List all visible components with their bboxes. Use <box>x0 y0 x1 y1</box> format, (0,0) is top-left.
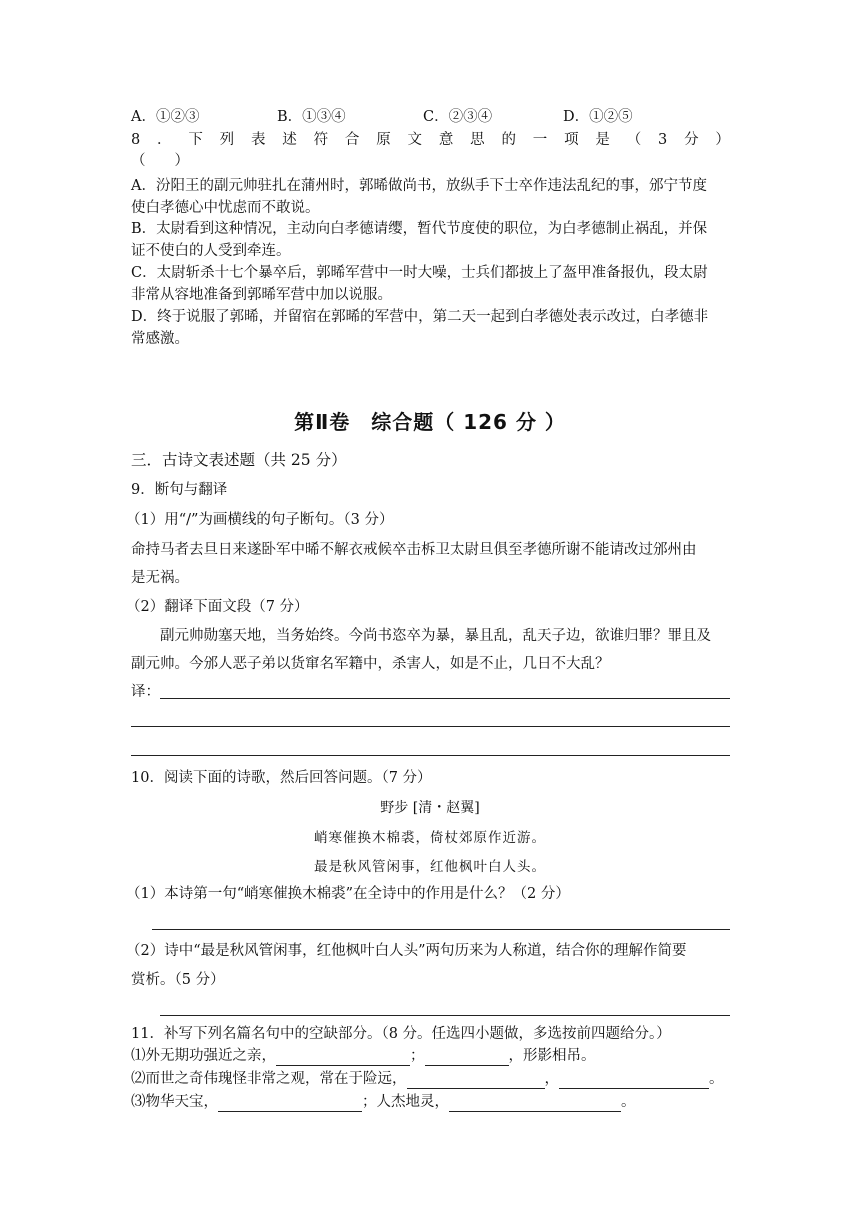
q8-option-b-line1: B．太尉看到这种情况，主动向白孝德请缨，暂代节度使的职位，为白孝德制止祸乱，并保 <box>131 221 708 237</box>
q10-sub2-line1: （2）诗中“最是秋风管闲事，红他枫叶白人头”两句历来为人称道，结合你的理解作简要 <box>126 943 687 959</box>
q8-stem <box>131 130 730 150</box>
q9-sub2-text-line2: 副元帅。今邠人恶子弟以货窜名军籍中，杀害人，如是不止，几日不大乱？ <box>131 656 610 672</box>
q11-item-3-blank-2[interactable] <box>449 1096 621 1112</box>
q8-stem-char: 述 <box>282 132 297 148</box>
q8-paren: （ ） <box>131 153 189 169</box>
q10-sub1-answer-line[interactable] <box>152 929 730 930</box>
q8-stem-char: 表 <box>250 132 266 148</box>
q8-option-c-line2: 非常从容地准备到郭晞军营中加以说服。 <box>131 287 392 303</box>
q8-stem-char: 文 <box>407 132 423 148</box>
q8-stem-char: 下 <box>188 132 203 148</box>
q11-item-2-blank-1[interactable] <box>407 1073 545 1089</box>
q10-poem-author: [清・赵翼] <box>412 800 480 816</box>
q7-option-c: C．②③④ <box>423 109 493 125</box>
q9-sub2: （2）翻译下面文段（7 分） <box>126 599 309 615</box>
q8-stem-char: 一 <box>532 132 548 148</box>
q9-answer-line-3[interactable] <box>131 755 730 756</box>
q11-title: 11．补写下列名篇名句中的空缺部分。（8 分。任选四小题做，多选按前四题给分。） <box>131 1026 671 1042</box>
q8-stem-char: 符 <box>313 132 329 148</box>
q8-stem-char: 意 <box>438 132 454 148</box>
q8-stem-char: 合 <box>344 132 360 148</box>
q8-option-a-line2: 使白孝德心中忧虑而不敢说。 <box>131 200 320 216</box>
q8-stem-char: 原 <box>376 132 391 148</box>
q8-option-b-line2: 证不使白的人受到牵连。 <box>131 243 291 259</box>
q8-option-c-line1: C．太尉斩杀十七个暴卒后，郭晞军营中一时大噪，士兵们都披上了盔甲准备报仇，段太尉 <box>131 265 708 281</box>
q11-item-3: ⑶物华天宝， ；人杰地灵， 。 <box>131 1094 636 1110</box>
q8-stem-char: （ <box>626 132 642 148</box>
q9-title: 9．断句与翻译 <box>131 482 228 498</box>
q11-item-3-blank-1[interactable] <box>218 1096 362 1112</box>
q8-stem-char: 的 <box>501 132 516 148</box>
q9-answer-line-1[interactable] <box>160 698 730 699</box>
q8-stem-char: 是 <box>595 132 610 148</box>
q11-item-1-blank-2[interactable] <box>425 1050 509 1066</box>
q10-sub2-line2: 赏析。（5 分） <box>131 972 225 988</box>
q8-stem-char: ． <box>157 132 172 148</box>
q7-option-a: A．①②③ <box>131 109 200 125</box>
q8-option-a-line1: A．汾阳王的副元帅驻扎在蒲州时，郭晞做尚书，放纵手下士卒作违法乱纪的事，邠宁节度 <box>131 178 707 194</box>
q8-option-d-line2: 常感激。 <box>131 331 189 347</box>
q10-title: 10．阅读下面的诗歌，然后回答问题。（7 分） <box>131 770 432 786</box>
q9-answer-line-2[interactable] <box>131 726 730 727</box>
part2-title: 第Ⅱ卷 综合题（ 126 分 ） <box>294 410 566 434</box>
q8-stem-char: 思 <box>470 132 485 148</box>
q11-item-2-blank-2[interactable] <box>559 1073 709 1089</box>
q7-option-b: B．①③④ <box>277 109 346 125</box>
q8-stem-char: 项 <box>564 132 579 148</box>
q10-sub1: （1）本诗第一句“峭寒催换木棉裘”在全诗中的作用是什么？（2 分） <box>126 886 570 902</box>
q11-item-1-blank-1[interactable] <box>276 1050 410 1066</box>
q8-stem-char: ） <box>715 132 730 148</box>
q9-sub1-text-line1: 命持马者去旦日来遂卧军中晞不解衣戒候卒击柝卫太尉旦俱至孝德所谢不能请改过邠州由 <box>131 542 697 558</box>
q8-stem-char: 列 <box>219 132 235 148</box>
q11-item-1: ⑴外无期功强近之亲， ； ，形影相吊。 <box>131 1048 596 1064</box>
q10-sub2-answer-line[interactable] <box>160 1015 730 1016</box>
q9-translate-label: 译： <box>131 684 160 700</box>
q9-sub2-text-line1: 副元帅勋塞天地，当务始终。今尚书恣卒为暴，暴且乱，乱天子边，欲谁归罪？罪且及 <box>160 628 711 644</box>
q8-stem-char: 分 <box>684 132 699 148</box>
q7-options <box>131 107 633 127</box>
q9-sub1: （1）用“/”为画横线的句子断句。（3 分） <box>126 512 394 528</box>
q8-stem-char: 3 <box>658 132 668 148</box>
section3-title: 三．古诗文表述题（共 25 分） <box>131 451 347 469</box>
q10-poem-line-2: 最是秋风管闲事，红他枫叶白人头。 <box>314 859 546 875</box>
q8-option-d-line1: D．终于说服了郭晞，并留宿在郭晞的军营中，第二天一起到白孝德处表示改过，白孝德非 <box>131 309 709 325</box>
q10-poem-heading <box>0 797 860 817</box>
q8-stem-char: 8 <box>131 132 141 148</box>
q10-poem-line-1: 峭寒催换木棉裘，倚杖郊原作近游。 <box>314 830 546 846</box>
q10-poem-title: 野步 <box>380 800 409 816</box>
q7-option-d: D．①②⑤ <box>563 109 633 125</box>
q11-item-2: ⑵而世之奇伟瑰怪非常之观，常在于险远， ， 。 <box>131 1071 724 1087</box>
q9-sub1-text-line2: 是无祸。 <box>131 570 189 586</box>
